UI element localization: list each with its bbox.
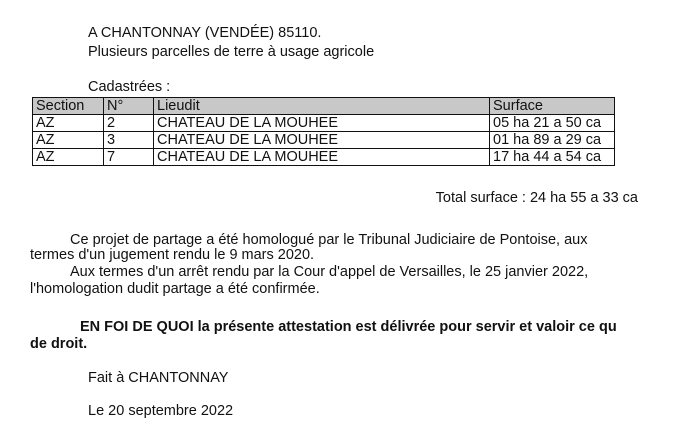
signature-place: Fait à CHANTONNAY xyxy=(88,370,229,386)
cell-lieudit: CHATEAU DE LA MOUHEE xyxy=(154,115,490,132)
table-header-row xyxy=(33,98,615,115)
cell-section: AZ xyxy=(33,115,104,132)
cell-surface: 17 ha 44 a 54 ca xyxy=(490,149,615,166)
total-surface: Total surface : 24 ha 55 a 33 ca xyxy=(435,190,638,206)
cell-surface: 01 ha 89 a 29 ca xyxy=(490,132,615,149)
cell-section: AZ xyxy=(33,149,104,166)
table-row xyxy=(33,132,615,149)
location-line: A CHANTONNAY (VENDÉE) 85110. xyxy=(88,25,322,41)
cell-lieudit: CHATEAU DE LA MOUHEE xyxy=(154,149,490,166)
cadastrees-label: Cadastrées : xyxy=(88,79,171,95)
attestation-line2: de droit. xyxy=(30,336,88,352)
column-header-lieudit: Lieudit xyxy=(154,98,490,115)
paragraph-appeal-line1: Aux termes d'un arrêt rendu par la Cour d'appel de Versailles, le 25 janvier 2022, xyxy=(70,264,589,280)
cell-lieudit: CHATEAU DE LA MOUHEE xyxy=(154,132,490,149)
table-row xyxy=(33,149,615,166)
cell-number: 7 xyxy=(104,149,154,166)
signature-date: Le 20 septembre 2022 xyxy=(88,403,234,419)
cell-surface: 05 ha 21 a 50 ca xyxy=(490,115,615,132)
attestation-line1: EN FOI DE QUOI la présente attestation est délivrée pour servir et valoir ce qu xyxy=(80,319,617,335)
cell-number: 2 xyxy=(104,115,154,132)
paragraph-appeal-line2: l'homologation dudit partage a été confirmée. xyxy=(30,281,320,297)
column-header-number: N° xyxy=(104,98,154,115)
column-header-surface: Surface xyxy=(490,98,615,115)
description-line: Plusieurs parcelles de terre à usage agricole xyxy=(88,44,375,60)
table-row xyxy=(33,115,615,132)
cell-number: 3 xyxy=(104,132,154,149)
paragraph-homologation-line1: Ce projet de partage a été homologué par le Tribunal Judiciaire de Pontoise, aux xyxy=(70,232,588,248)
cadastral-table xyxy=(32,97,615,166)
cell-section: AZ xyxy=(33,132,104,149)
column-header-section: Section xyxy=(33,98,104,115)
paragraph-homologation-line2: termes d'un jugement rendu le 9 mars 2020. xyxy=(30,247,315,263)
